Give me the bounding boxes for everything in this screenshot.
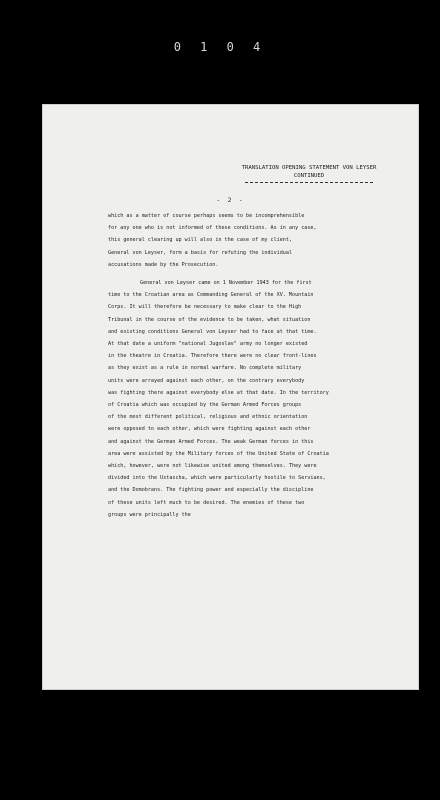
text-line: divided into the Ustascha, which were particularly hostile to Servians, xyxy=(108,475,326,482)
text-line: was fighting there against everybody else at that date. In the territory xyxy=(108,389,329,396)
text-line: which as a matter of course perhaps seems to be incomprehensible xyxy=(108,213,305,219)
text-line: and the Domobrans. The fighting power and especially the discipline xyxy=(108,487,314,494)
page-number: - 2 - xyxy=(216,197,245,204)
paragraph-1 xyxy=(108,210,408,271)
body-text xyxy=(108,210,408,521)
text-line: of Croatia which was occupied by the German Armed Forces groups xyxy=(108,402,302,409)
header-title: TRANSLATION OPENING STATEMENT VON LEYSER xyxy=(241,165,377,171)
text-line: and existing conditions General von Leyser had to face at that time. xyxy=(108,328,317,335)
text-line: of these units left much to be desired. The enemies of these two xyxy=(108,499,305,506)
text-line: Corps. It will therefore be necessary to make clear to the High xyxy=(108,304,302,311)
text-line: General von Leyser came on 1 November 1943 for the first xyxy=(140,280,312,287)
text-line: accusations made by the Prosecution. xyxy=(108,261,219,268)
text-line: in the theatre in Croatia. Therefore there were no clear front-lines xyxy=(108,353,317,360)
document-page xyxy=(42,104,419,690)
text-line: area were assisted by the Military forces of the United State of Croatia xyxy=(108,450,329,457)
text-line: for any one who is not informed of these conditions. As in any case, xyxy=(108,225,317,232)
header-underline xyxy=(245,182,373,183)
text-line: General von Leyser, form a basis for refuting the individual xyxy=(108,249,293,256)
text-line: units were arrayed against each other, on the contrary everybody xyxy=(108,377,305,384)
frame-number: 0 1 0 4 xyxy=(173,40,267,54)
paragraph-2 xyxy=(108,277,408,521)
text-line: of the most different political, religious and ethnic orientation xyxy=(108,414,308,421)
text-line: were opposed to each other, which were fighting against each other xyxy=(108,426,311,433)
header-subtitle: CONTINUED xyxy=(293,173,325,179)
text-line: time to the Croatian area as Commanding General of the XV. Mountain xyxy=(108,292,314,299)
text-line: At that date a uniform "national Jugoslav" army no longer existed xyxy=(108,341,308,348)
document-header xyxy=(239,164,379,183)
text-line: as they exist as a rule in normal warfare. No complete military xyxy=(108,365,302,372)
text-line: which, however, were not likewise united among themselves. They were xyxy=(108,463,317,470)
text-line: groups were principally the xyxy=(108,511,191,518)
text-line: and against the German Armed Forces. The weak German forces in this xyxy=(108,438,314,445)
text-line: this general clearing up will also in the case of my client, xyxy=(108,237,293,244)
text-line: Tribunal in the course of the evidence to be taken, what situation xyxy=(108,316,311,323)
